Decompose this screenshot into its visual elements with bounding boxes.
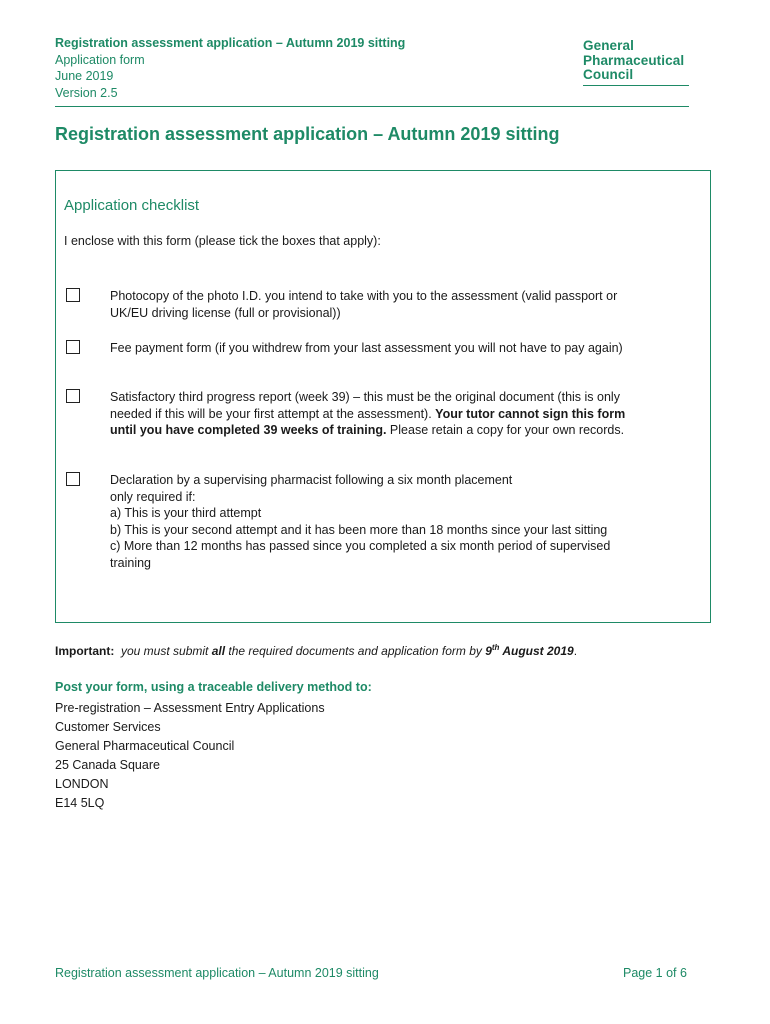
checklist-title: Application checklist: [64, 197, 200, 214]
header-title: Registration assessment application – Autumn 2019 sitting: [55, 36, 406, 50]
logo-line-1: General: [583, 38, 634, 53]
important-label: Important:: [55, 644, 115, 658]
declaration-option-a: a) This is your third attempt: [110, 506, 262, 521]
document-header: [55, 35, 405, 101]
postal-address: [55, 699, 325, 813]
checklist-item-declaration: [110, 472, 640, 572]
logo-underline: [583, 85, 689, 86]
important-notice: [55, 643, 577, 658]
deadline-day-suffix: th: [491, 643, 500, 652]
post-title: Post your form, using a traceable delivery method to:: [55, 680, 372, 694]
important-text-2: the required documents and application form by: [225, 644, 486, 658]
declaration-line: Declaration by a supervising pharmacist following a six month placement: [110, 473, 513, 487]
logo-line-2: Pharmaceutical: [583, 52, 685, 68]
page-number: Page 1 of 6: [623, 966, 687, 980]
address-line: 25 Canada Square: [55, 758, 160, 772]
header-version: Version 2.5: [55, 85, 118, 100]
logo-line-3: Council: [583, 67, 634, 82]
deadline-date: August 2019: [499, 644, 574, 658]
checklist-intro: I enclose with this form (please tick the boxes that apply):: [64, 234, 381, 248]
checkbox-progress-report[interactable]: [66, 389, 80, 403]
header-date: June 2019: [55, 69, 114, 83]
deadline-day: 9: [485, 644, 492, 658]
checklist-item-photo-id: Photocopy of the photo I.D. you intend to take with you to the assessment (valid passport or UK/EU driving license (full or provisional)): [110, 289, 618, 320]
footer-title: Registration assessment application – Autumn 2019 sitting: [55, 966, 379, 980]
checkbox-declaration[interactable]: [66, 472, 80, 486]
header-divider: [55, 106, 689, 107]
declaration-condition: only required if:: [110, 489, 196, 504]
checklist-item-fee-payment: Fee payment form (if you withdrew from your last assessment you will not have to pay again): [110, 341, 623, 355]
checkbox-fee-payment[interactable]: [66, 340, 80, 354]
address-line: Pre-registration – Assessment Entry Applications: [55, 701, 325, 715]
checklist-item-progress-report: [110, 389, 640, 439]
item3-text: Satisfactory third progress report (week 39) – this must be the original document (this is only needed if this will be your first attempt at the assessment).: [110, 390, 620, 421]
item3-bold-text: Your tutor cannot sign this form until you have completed 39 weeks of training.: [110, 406, 626, 438]
important-end: .: [573, 644, 578, 658]
page-title: Registration assessment application – Autumn 2019 sitting: [55, 124, 560, 144]
address-line: Customer Services: [55, 720, 161, 734]
address-line: E14 5LQ: [55, 796, 105, 810]
address-line: LONDON: [55, 777, 109, 791]
declaration-option-b: b) This is your second attempt and it has been more than 18 months since your last sitting: [110, 522, 608, 537]
important-text: you must submit: [121, 644, 212, 658]
address-line: General Pharmaceutical Council: [55, 739, 235, 753]
declaration-option-c: c) More than 12 months has passed since you completed a six month period of supervised training: [110, 539, 611, 570]
checkbox-photo-id[interactable]: [66, 288, 80, 302]
header-subtitle: Application form: [55, 52, 145, 67]
item3-text-end: Please retain a copy for your own records.: [386, 423, 625, 438]
gphc-logo: [583, 39, 689, 83]
important-all: all: [211, 644, 226, 658]
